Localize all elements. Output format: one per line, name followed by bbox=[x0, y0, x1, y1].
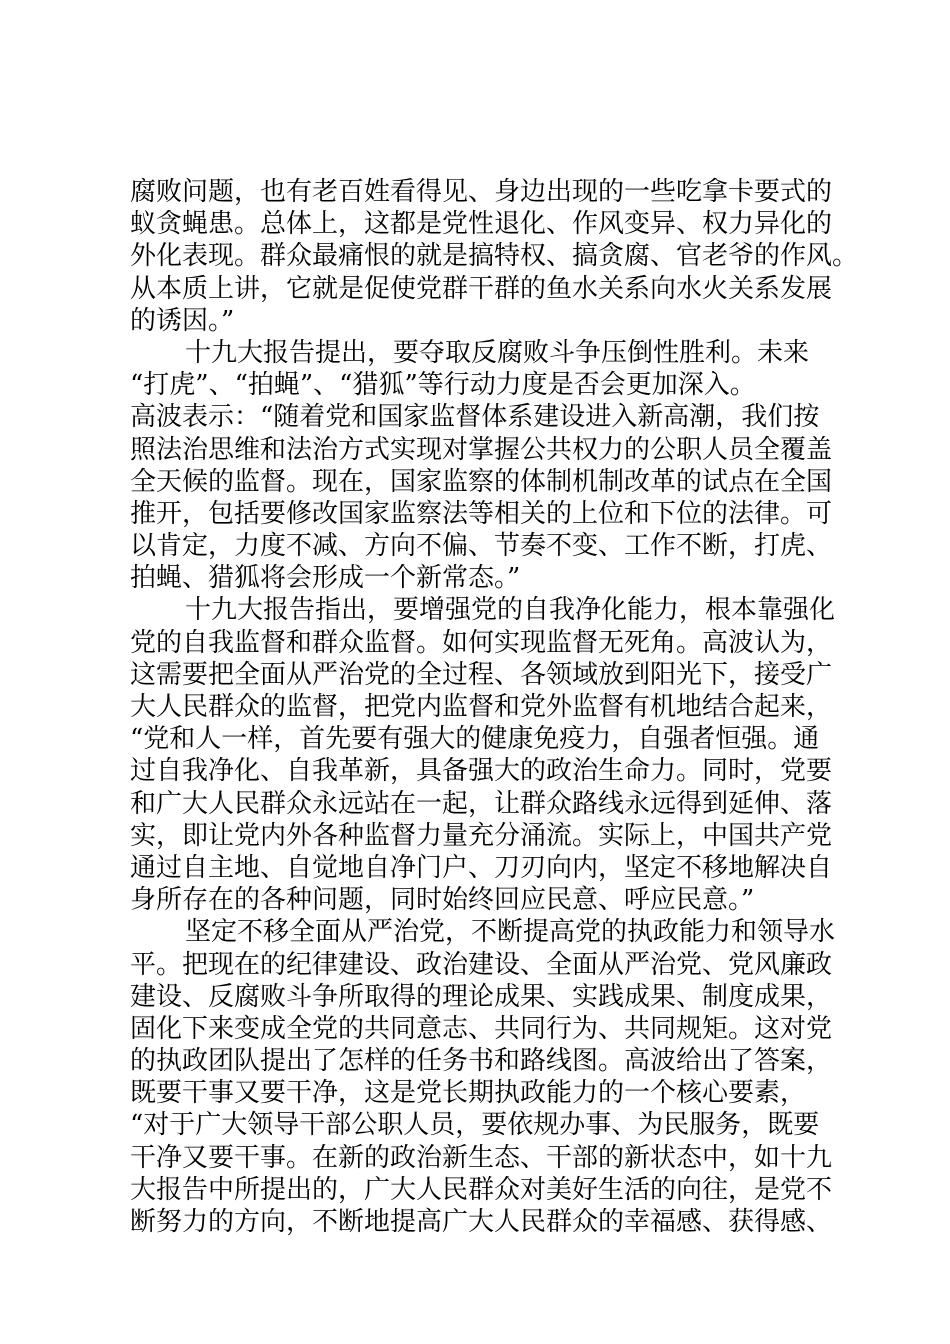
text-line: 拍蝇、猎狐将会形成一个新常态。” bbox=[130, 563, 521, 594]
article-body bbox=[130, 176, 859, 1238]
text-line: 从本质上讲，它就是促使党群干群的鱼水关系向水火关系发展 bbox=[130, 273, 833, 304]
text-line: 通过自主地、自觉地自净门户、刀刃向内，坚定不移地解决自 bbox=[130, 852, 833, 883]
text-line: 的诱因。” bbox=[130, 305, 235, 336]
text-line: 高波表示：“随着党和国家监督体系建设进入新高潮，我们按 bbox=[130, 402, 820, 433]
text-line: 和广大人民群众永远站在一起，让群众路线永远得到延伸、落 bbox=[130, 788, 833, 819]
text-line: 断努力的方向，不断地提高广大人民群众的幸福感、获得感、 bbox=[130, 1207, 833, 1237]
text-line: 照法治思维和法治方式实现对掌握公共权力的公职人员全覆盖 bbox=[130, 434, 833, 465]
text-line: 这需要把全面从严治党的全过程、各领域放到阳光下，接受广 bbox=[130, 659, 833, 690]
text-line: 坚定不移全面从严治党，不断提高党的执政能力和领导水 bbox=[185, 917, 836, 948]
paragraph-2 bbox=[130, 337, 833, 595]
text-line: 既要干事又要干净，这是党长期执政能力的一个核心要素， bbox=[130, 1078, 807, 1109]
text-line: 十九大报告提出，要夺取反腐败斗争压倒性胜利。未来 bbox=[185, 337, 810, 368]
text-line: 大报告中所提出的，广大人民群众对美好生活的向往，是党不 bbox=[130, 1174, 833, 1205]
text-line: 平。把现在的纪律建设、政治建设、全面从严治党、党风廉政 bbox=[130, 949, 833, 980]
text-line: 推开，包括要修改国家监察法等相关的上位和下位的法律。可 bbox=[130, 498, 833, 529]
text-line: 身所存在的各种问题，同时始终回应民意、呼应民意。” bbox=[130, 885, 755, 916]
text-line: 建设、反腐败斗争所取得的理论成果、实践成果、制度成果， bbox=[130, 981, 833, 1012]
text-line: 实，即让党内外各种监督力量充分涌流。实际上，中国共产党 bbox=[130, 820, 833, 851]
text-line: 党的自我监督和群众监督。如何实现监督无死角。高波认为， bbox=[130, 627, 833, 658]
text-line: 全天候的监督。现在，国家监察的体制机制改革的试点在全国 bbox=[130, 466, 833, 497]
paragraph-3 bbox=[130, 594, 836, 916]
text-line: 的执政团队提出了怎样的任务书和路线图。高波给出了答案， bbox=[130, 1046, 833, 1077]
text-line: 十九大报告指出，要增强党的自我净化能力，根本靠强化 bbox=[185, 595, 836, 626]
text-line: 固化下来变成全党的共同意志、共同行为、共同规矩。这对党 bbox=[130, 1013, 833, 1044]
paragraph-1 bbox=[130, 176, 859, 337]
text-line: 外化表现。群众最痛恨的就是搞特权、搞贪腐、官老爷的作风。 bbox=[130, 241, 859, 272]
text-line: 大人民群众的监督，把党内监督和党外监督有机地结合起来， bbox=[130, 692, 833, 722]
paragraph-4 bbox=[130, 916, 836, 1238]
text-line: 干净又要干事。在新的政治新生态、干部的新状态中，如十九 bbox=[130, 1142, 833, 1173]
text-line: 腐败问题，也有老百姓看得见、身边出现的一些吃拿卡要式的 bbox=[130, 177, 833, 207]
text-line: “对于广大领导干部公职人员，要依规办事、为民服务，既要 bbox=[130, 1110, 820, 1141]
text-line: “党和人一样，首先要有强大的健康免疫力，自强者恒强。通 bbox=[130, 724, 820, 755]
text-line: 蚁贪蝇患。总体上，这都是党性退化、作风变异、权力异化的 bbox=[130, 209, 833, 240]
text-line: “打虎”、“拍蝇”、“猎狐”等行动力度是否会更加深入。 bbox=[130, 370, 756, 401]
text-line: 以肯定，力度不减、方向不偏、节奏不变、工作不断，打虎、 bbox=[130, 531, 833, 562]
text-line: 过自我净化、自我革新，具备强大的政治生命力。同时，党要 bbox=[130, 756, 833, 787]
